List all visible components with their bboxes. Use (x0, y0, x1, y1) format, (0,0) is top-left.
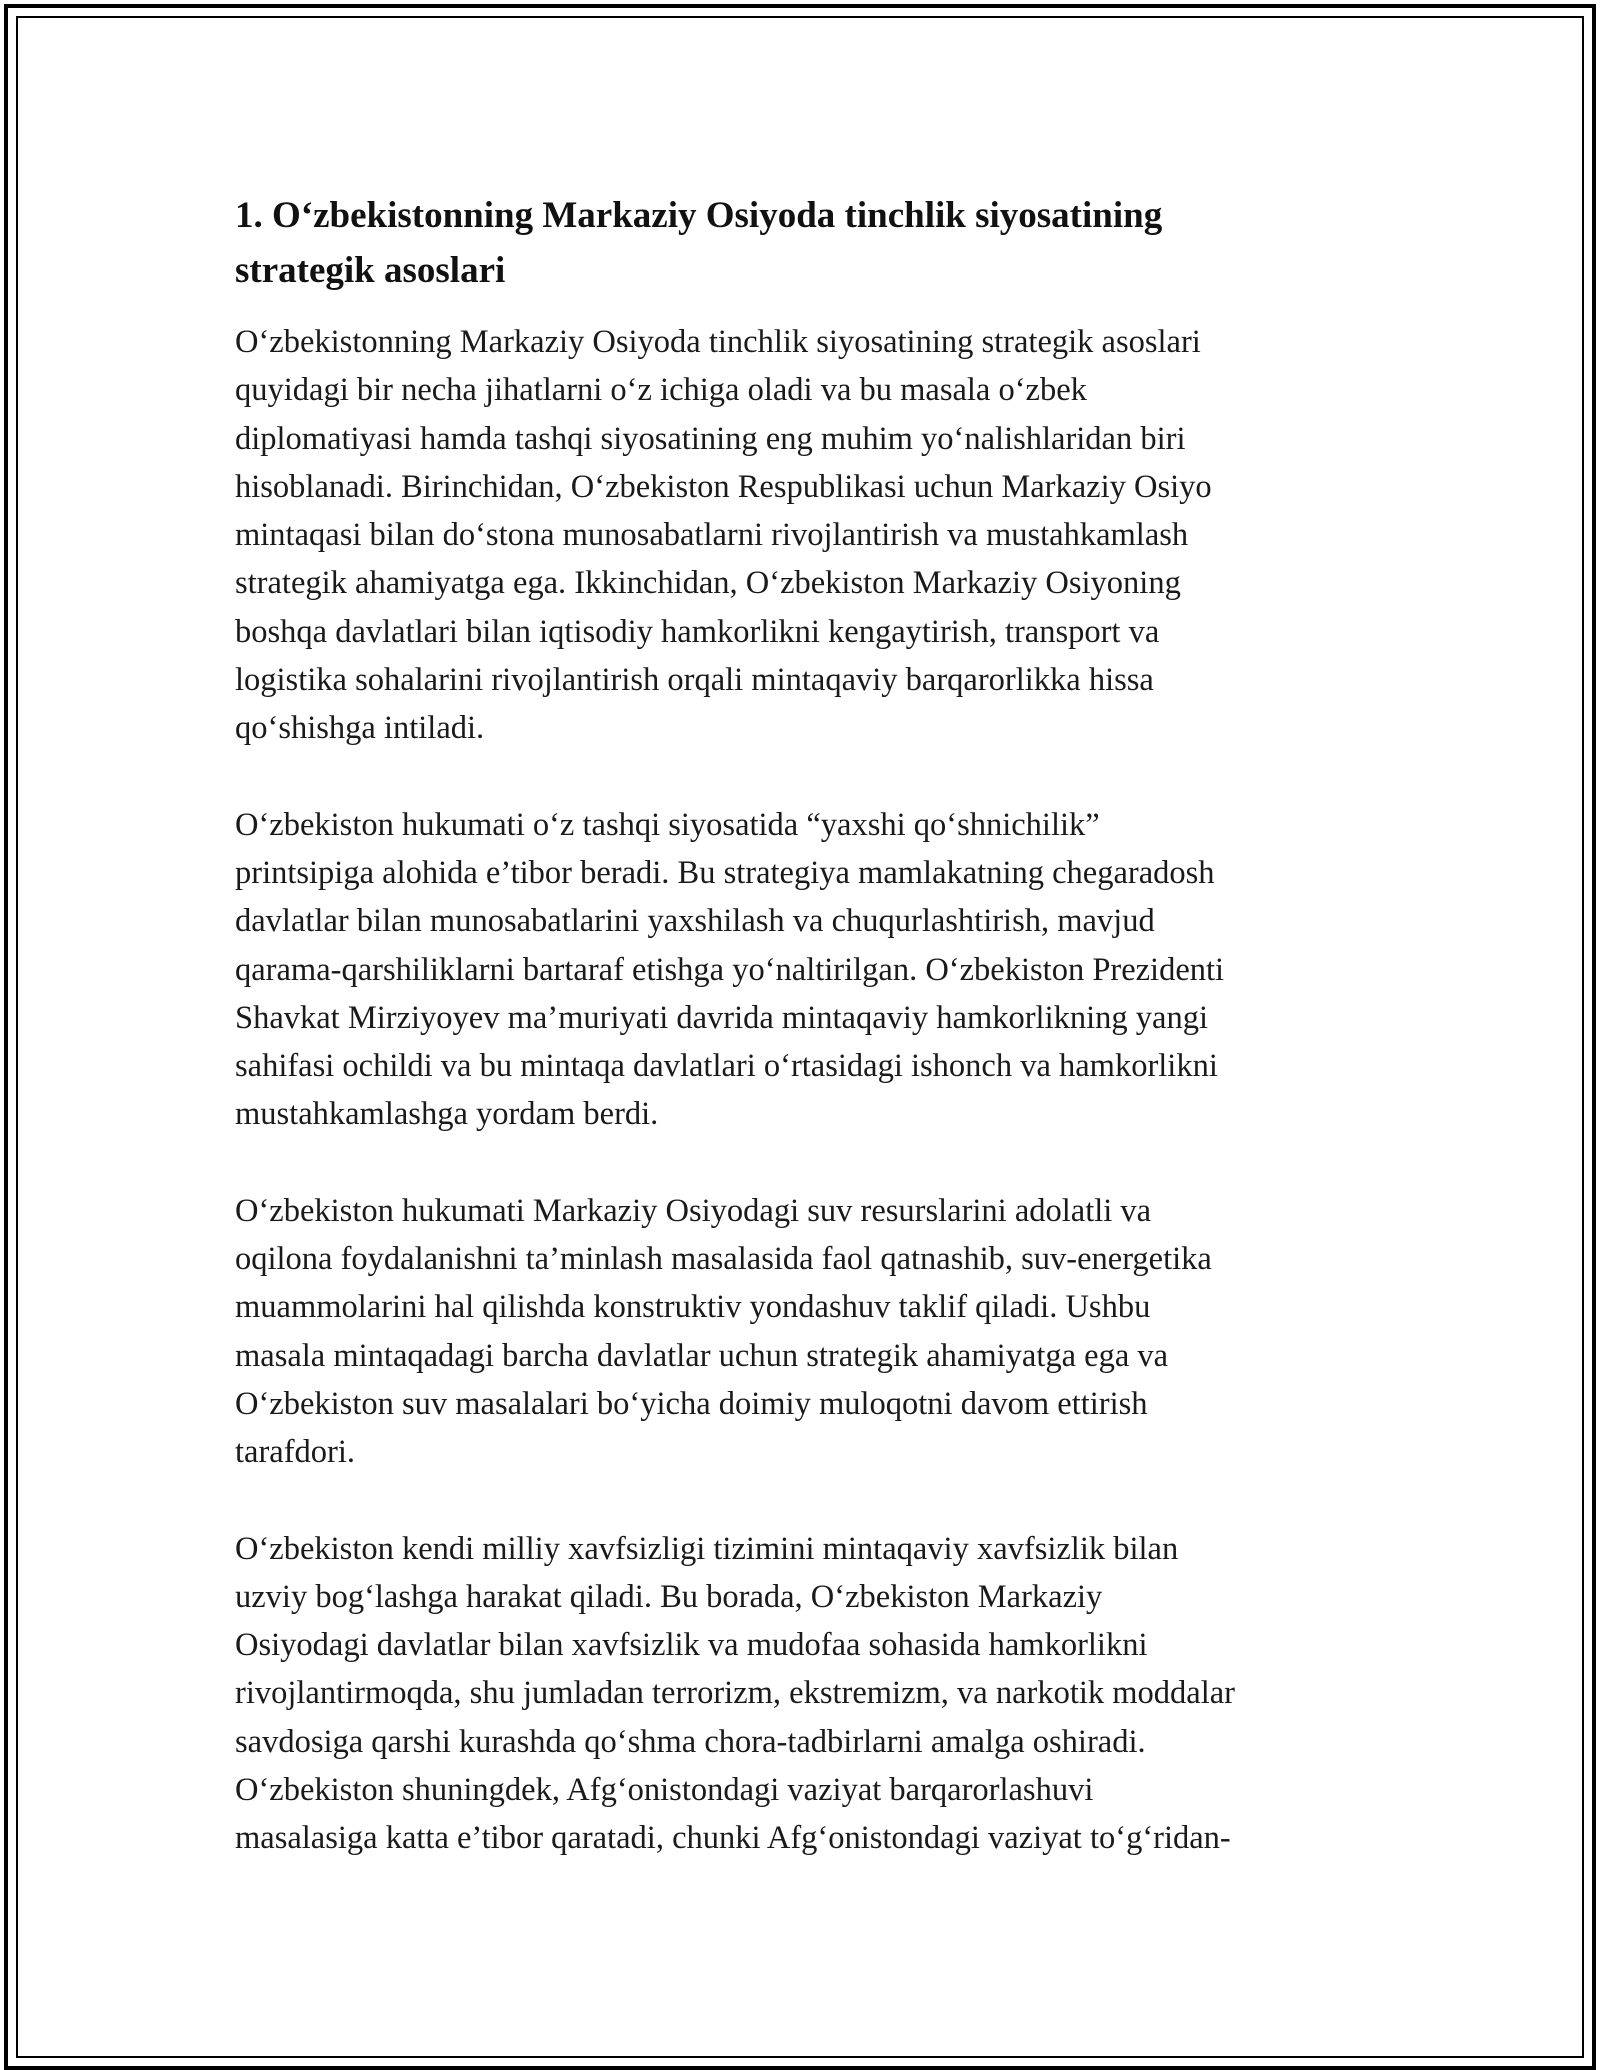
text-line: oqilona foydalanishni ta’minlash masalasida faol qatnashib, suv-energetika (235, 1241, 1212, 1278)
text-line: O‘zbekiston shuningdek, Afg‘onistondagi vaziyat barqarorlashuvi (235, 1772, 1094, 1809)
text-line: mintaqasi bilan do‘stona munosabatlarni rivojlantirish va mustahkamlash (235, 517, 1189, 554)
text-line: rivojlantirmoqda, shu jumladan terrorizm, ekstremizm, va narkotik moddalar (235, 1675, 1235, 1712)
text-line: muammolarini hal qilishda konstruktiv yondashuv taklif qiladi. Ushbu (235, 1289, 1151, 1326)
text-line: mustahkamlashga yordam berdi. (235, 1096, 659, 1133)
text-line: savdosiga qarshi kurashda qo‘shma chora-tadbirlarni amalga oshiradi. (235, 1723, 1146, 1760)
text-line: O‘zbekistonning Markaziy Osiyoda tinchlik siyosatining strategik asoslari (235, 324, 1201, 360)
text-line: strategik ahamiyatga ega. Ikkinchidan, O‘zbekiston Markaziy Osiyoning (235, 565, 1181, 602)
paragraph-1 (235, 318, 1385, 753)
text-line: boshqa davlatlari bilan iqtisodiy hamkorlikni kengaytirish, transport va (235, 613, 1160, 650)
paragraph-2 (235, 801, 1385, 1139)
text-line: quyidagi bir necha jihatlarni o‘z ichiga oladi va bu masala o‘zbek (235, 372, 1087, 409)
text-line: Osiyodagi davlatlar bilan xavfsizlik va mudofaa sohasida hamkorlikni (235, 1627, 1148, 1664)
text-line: masala mintaqadagi barcha davlatlar uchun strategik ahamiyatga ega va (235, 1337, 1169, 1374)
text-line: diplomatiyasi hamda tashqi siyosatining eng muhim yo‘nalishlaridan biri (235, 420, 1186, 457)
text-line: uzviy bog‘lashga harakat qiladi. Bu borada, O‘zbekiston Markaziy (235, 1578, 1103, 1615)
heading-line: 1. O‘zbekistonning Markaziy Osiyoda tinchlik siyosatining (235, 195, 1163, 236)
heading-line: strategik asoslari (235, 250, 506, 291)
text-line: Shavkat Mirziyoyev ma’muriyati davrida mintaqaviy hamkorlikning yangi (235, 999, 1208, 1036)
text-line: O‘zbekiston hukumati Markaziy Osiyodagi suv resurslarini adolatli va (235, 1192, 1152, 1229)
paragraph-3 (235, 1187, 1385, 1477)
text-line: logistika sohalarini rivojlantirish orqali mintaqaviy barqarorlikka hissa (235, 662, 1154, 699)
text-line: hisoblanadi. Birinchidan, O‘zbekiston Respublikasi uchun Markaziy Osiyo (235, 468, 1212, 505)
document-body (235, 188, 1385, 1911)
text-line: sahifasi ochildi va bu mintaqa davlatlari o‘rtasidagi ishonch va hamkorlikni (235, 1048, 1218, 1085)
section-heading (235, 188, 1385, 298)
text-line: tarafdori. (235, 1434, 356, 1471)
text-line: O‘zbekiston hukumati o‘z tashqi siyosatida “yaxshi qo‘shnichilik” (235, 806, 1100, 843)
text-line: masalasiga katta e’tibor qaratadi, chunki Afg‘onistondagi vaziyat to‘g‘ridan- (235, 1820, 1231, 1857)
text-line: davlatlar bilan munosabatlarini yaxshilash va chuqurlashtirish, mavjud (235, 903, 1155, 940)
text-line: O‘zbekiston kendi milliy xavfsizligi tizimini mintaqaviy xavfsizlik bilan (235, 1530, 1179, 1567)
paragraph-4 (235, 1525, 1385, 1863)
text-line: qarama-qarshiliklarni bartaraf etishga yo‘naltirilgan. O‘zbekiston Prezidenti (235, 951, 1225, 988)
text-line: printsipiga alohida e’tibor beradi. Bu strategiya mamlakatning chegaradosh (235, 854, 1215, 891)
text-line: qo‘shishga intiladi. (235, 710, 485, 747)
text-line: O‘zbekiston suv masalalari bo‘yicha doimiy muloqotni davom ettirish (235, 1385, 1148, 1422)
